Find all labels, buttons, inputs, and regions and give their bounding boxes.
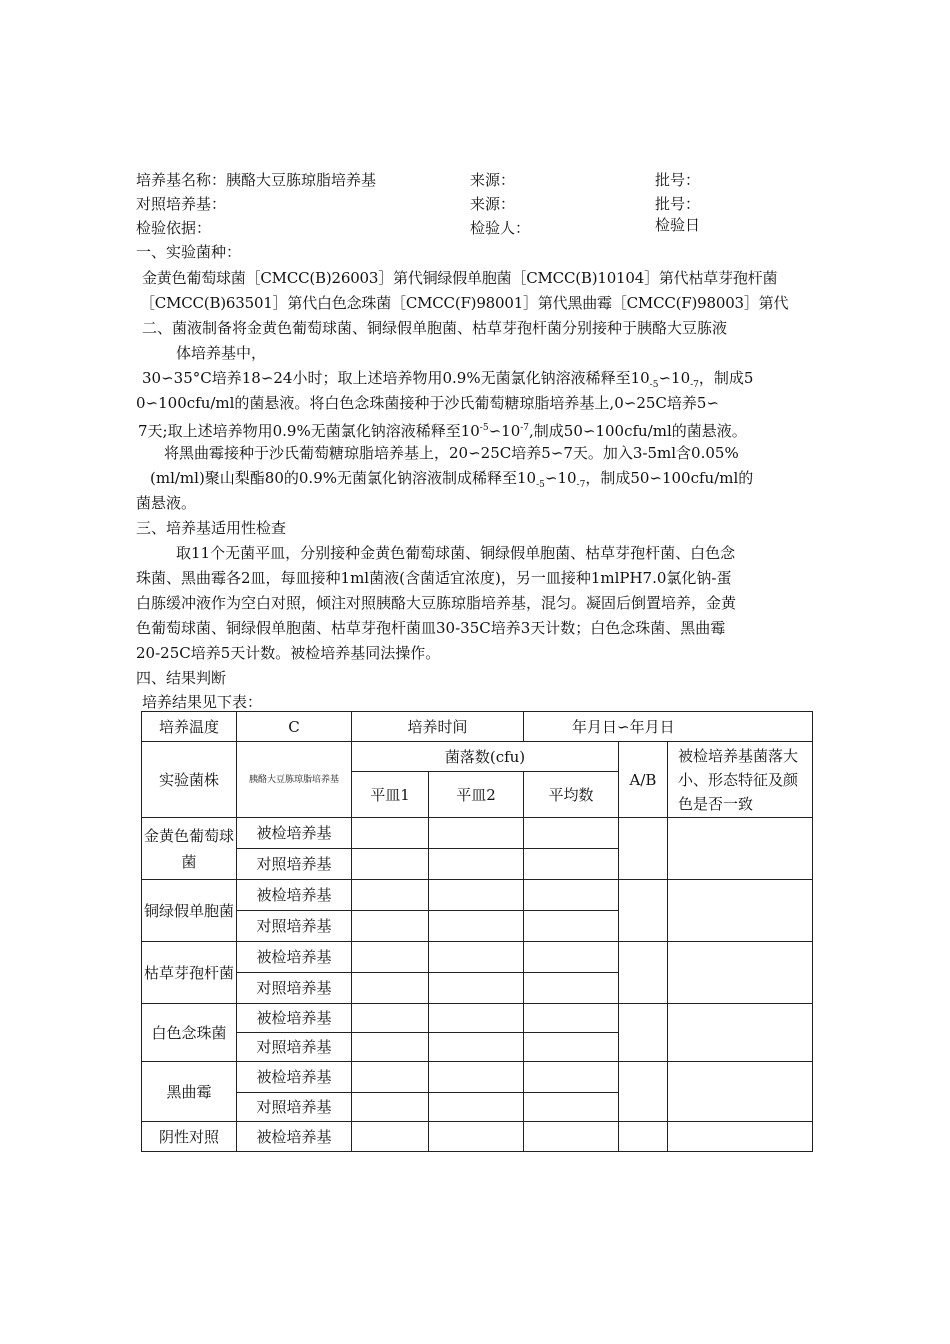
- table-row: [142, 742, 813, 772]
- data-cell: [429, 849, 524, 880]
- section-3-line-1: 取11个无菌平皿，分别接种金黄色葡萄球菌、铜绿假单胞菌、枯草芽孢杆菌、白色念: [176, 544, 736, 562]
- strain-name: 枯草芽孢杆菌: [142, 942, 237, 1004]
- tested-medium-cell: 被检培养基: [237, 1004, 352, 1033]
- data-cell: [429, 911, 524, 942]
- table-row: [142, 1062, 813, 1093]
- ab-cell: [619, 1122, 668, 1152]
- data-cell: [429, 973, 524, 1004]
- data-cell: [352, 1062, 429, 1093]
- temp-unit: C: [237, 712, 352, 742]
- avg-header: 平均数: [524, 772, 619, 818]
- section-2-line-7: (ml/ml)聚山梨酯80的0.9%无菌氯化钠溶液制成稀释至$10_{-5}∽10_{-7}$，制成50∽100cfu/ml的: [150, 469, 754, 490]
- data-cell: [352, 911, 429, 942]
- data-cell: [524, 973, 619, 1004]
- control-medium-cell: 对照培养基: [237, 849, 352, 880]
- consistency-cell: [668, 1004, 813, 1062]
- consistency-cell: [668, 1062, 813, 1122]
- ab-header: A/B: [619, 742, 668, 818]
- data-cell: [352, 1004, 429, 1033]
- results-table: [141, 711, 813, 1152]
- count-header: 菌落数(cfu): [352, 742, 619, 772]
- ab-cell: [619, 1004, 668, 1062]
- section-4-title: 四、结果判断: [136, 669, 227, 687]
- table-note: 培养结果见下表：: [142, 693, 263, 711]
- data-cell: [429, 1004, 524, 1033]
- consistency-cell: [668, 818, 813, 880]
- data-cell: [429, 818, 524, 849]
- strain-name: 白色念珠菌: [142, 1004, 237, 1062]
- strain-name: 黑曲霉: [142, 1062, 237, 1122]
- strain-name: 铜绿假单胞菌: [142, 880, 237, 942]
- section-3-line-2: 珠菌、黑曲霉各2皿，每皿接种1ml菌液(含菌适宜浓度)，另一皿接种1mlPH7.0氯化钠-蛋: [136, 569, 732, 587]
- control-medium-cell: 对照培养基: [237, 1093, 352, 1122]
- section-3-line-5: 20-25C培养5天计数。被检培养基同法操作。: [136, 644, 441, 662]
- control-medium-cell: 对照培养基: [237, 1033, 352, 1062]
- batch-label-2: 批号：: [655, 195, 701, 213]
- data-cell: [524, 1004, 619, 1033]
- data-cell: [352, 880, 429, 911]
- table-row: [142, 880, 813, 911]
- table-row: [142, 818, 813, 849]
- section-3-title: 三、培养基适用性检查: [136, 519, 287, 537]
- strain-header: 实验菌株: [142, 742, 237, 818]
- control-medium-cell: 对照培养基: [237, 973, 352, 1004]
- consistency-cell: [668, 1122, 813, 1152]
- table-row: [142, 712, 813, 742]
- data-cell: [429, 1033, 524, 1062]
- section-2-line-2: 体培养基中，: [176, 344, 267, 362]
- time-value: 年月日∽年月日: [524, 712, 813, 742]
- ab-cell: [619, 1062, 668, 1122]
- section-3-line-4: 色葡萄球菌、铜绿假单胞菌、枯草芽孢杆菌皿30-35C培养3天计数；白色念珠菌、黑曲霉: [136, 619, 726, 637]
- plate2-header: 平皿2: [429, 772, 524, 818]
- ab-cell: [619, 880, 668, 942]
- data-cell: [524, 1122, 619, 1152]
- data-cell: [524, 849, 619, 880]
- strain-name: 金黄色葡萄球菌: [142, 818, 237, 880]
- section-2-line-6: 将黑曲霉接种于沙氏葡萄糖琼脂培养基上，20∽25C培养5∽7天。加入3-5ml含0.05%: [164, 444, 739, 462]
- medium-name: 培养基名称：胰酪大豆胨琼脂培养基: [136, 171, 377, 189]
- ab-cell: [619, 818, 668, 880]
- basis-label: 检验依据：: [136, 219, 212, 237]
- data-cell: [352, 818, 429, 849]
- batch-label-1: 批号：: [655, 171, 701, 189]
- data-cell: [352, 973, 429, 1004]
- data-cell: [352, 942, 429, 973]
- consistency-cell: [668, 880, 813, 942]
- data-cell: [524, 1062, 619, 1093]
- data-cell: [524, 911, 619, 942]
- data-cell: [429, 942, 524, 973]
- section-2-line-1: 二、菌液制备将金黄色葡萄球菌、铜绿假单胞菌、枯草芽孢杆菌分别接种于胰酪大豆胨液: [142, 319, 728, 337]
- section-1-line-2: ［CMCC(B)63501］第代白色念珠菌［CMCC(F)98001］第代黑曲霉［CMCC(F)98003］第代: [140, 294, 789, 312]
- data-cell: [524, 942, 619, 973]
- section-2-line-3: 30∽35°C培养18∽24小时；取上述培养物用0.9%无菌氯化钠溶液稀释至$10_{-5}∽10_{-7}$，制成5: [142, 369, 754, 390]
- temp-label: 培养温度: [142, 712, 237, 742]
- source-label-2: 来源：: [470, 195, 516, 213]
- table-row: [142, 1004, 813, 1033]
- inspector-label: 检验人：: [470, 219, 531, 237]
- table-row: [142, 942, 813, 973]
- data-cell: [524, 818, 619, 849]
- strain-name: 阴性对照: [142, 1122, 237, 1152]
- data-cell: [352, 1093, 429, 1122]
- plate1-header: 平皿1: [352, 772, 429, 818]
- tested-medium-cell: 被检培养基: [237, 818, 352, 849]
- section-2-line-4: 0∽100cfu/ml的菌悬液。将白色念珠菌接种于沙氏葡萄糖琼脂培养基上,0∽25C培养5∽: [136, 394, 719, 412]
- data-cell: [429, 1062, 524, 1093]
- data-cell: [524, 880, 619, 911]
- section-1-title: 一、实验菌种：: [136, 243, 242, 261]
- tested-medium-cell: 被检培养基: [237, 942, 352, 973]
- tested-medium-cell: 被检培养基: [237, 1062, 352, 1093]
- control-medium-cell: 对照培养基: [237, 911, 352, 942]
- section-2-line-5: 7天;取上述培养物用0.9%无菌氯化钠溶液稀释至$10^{-5}∽10^{-7}$,制成50∽100cfu/ml的菌悬液。: [138, 422, 747, 440]
- date-label: 检验日: [655, 216, 701, 234]
- section-2-line-8: 菌悬液。: [136, 494, 197, 512]
- data-cell: [429, 1093, 524, 1122]
- tested-medium-cell: 被检培养基: [237, 880, 352, 911]
- section-3-line-3: 白胨缓冲液作为空白对照，倾注对照胰酪大豆胨琼脂培养基，混匀。凝固后倒置培养，金黄: [136, 594, 737, 612]
- data-cell: [524, 1093, 619, 1122]
- source-label-1: 来源：: [470, 171, 516, 189]
- consistency-header: 被检培养基菌落大小、形态特征及颜色是否一致: [668, 742, 813, 818]
- tested-medium-cell: 被检培养基: [237, 1122, 352, 1152]
- medium-col-header: 胰酪大豆胨琼脂培养基: [237, 742, 352, 818]
- data-cell: [429, 880, 524, 911]
- control-medium-label: 对照培养基：: [136, 195, 227, 213]
- data-cell: [352, 1033, 429, 1062]
- data-cell: [352, 1122, 429, 1152]
- data-cell: [524, 1033, 619, 1062]
- data-cell: [352, 849, 429, 880]
- consistency-cell: [668, 942, 813, 1004]
- time-label: 培养时间: [352, 712, 524, 742]
- section-1-line-1: 金黄色葡萄球菌［CMCC(B)26003］第代铜绿假单胞菌［CMCC(B)10104］第代枯草芽孢杆菌: [142, 269, 778, 287]
- data-cell: [429, 1122, 524, 1152]
- ab-cell: [619, 942, 668, 1004]
- table-row: [142, 1122, 813, 1152]
